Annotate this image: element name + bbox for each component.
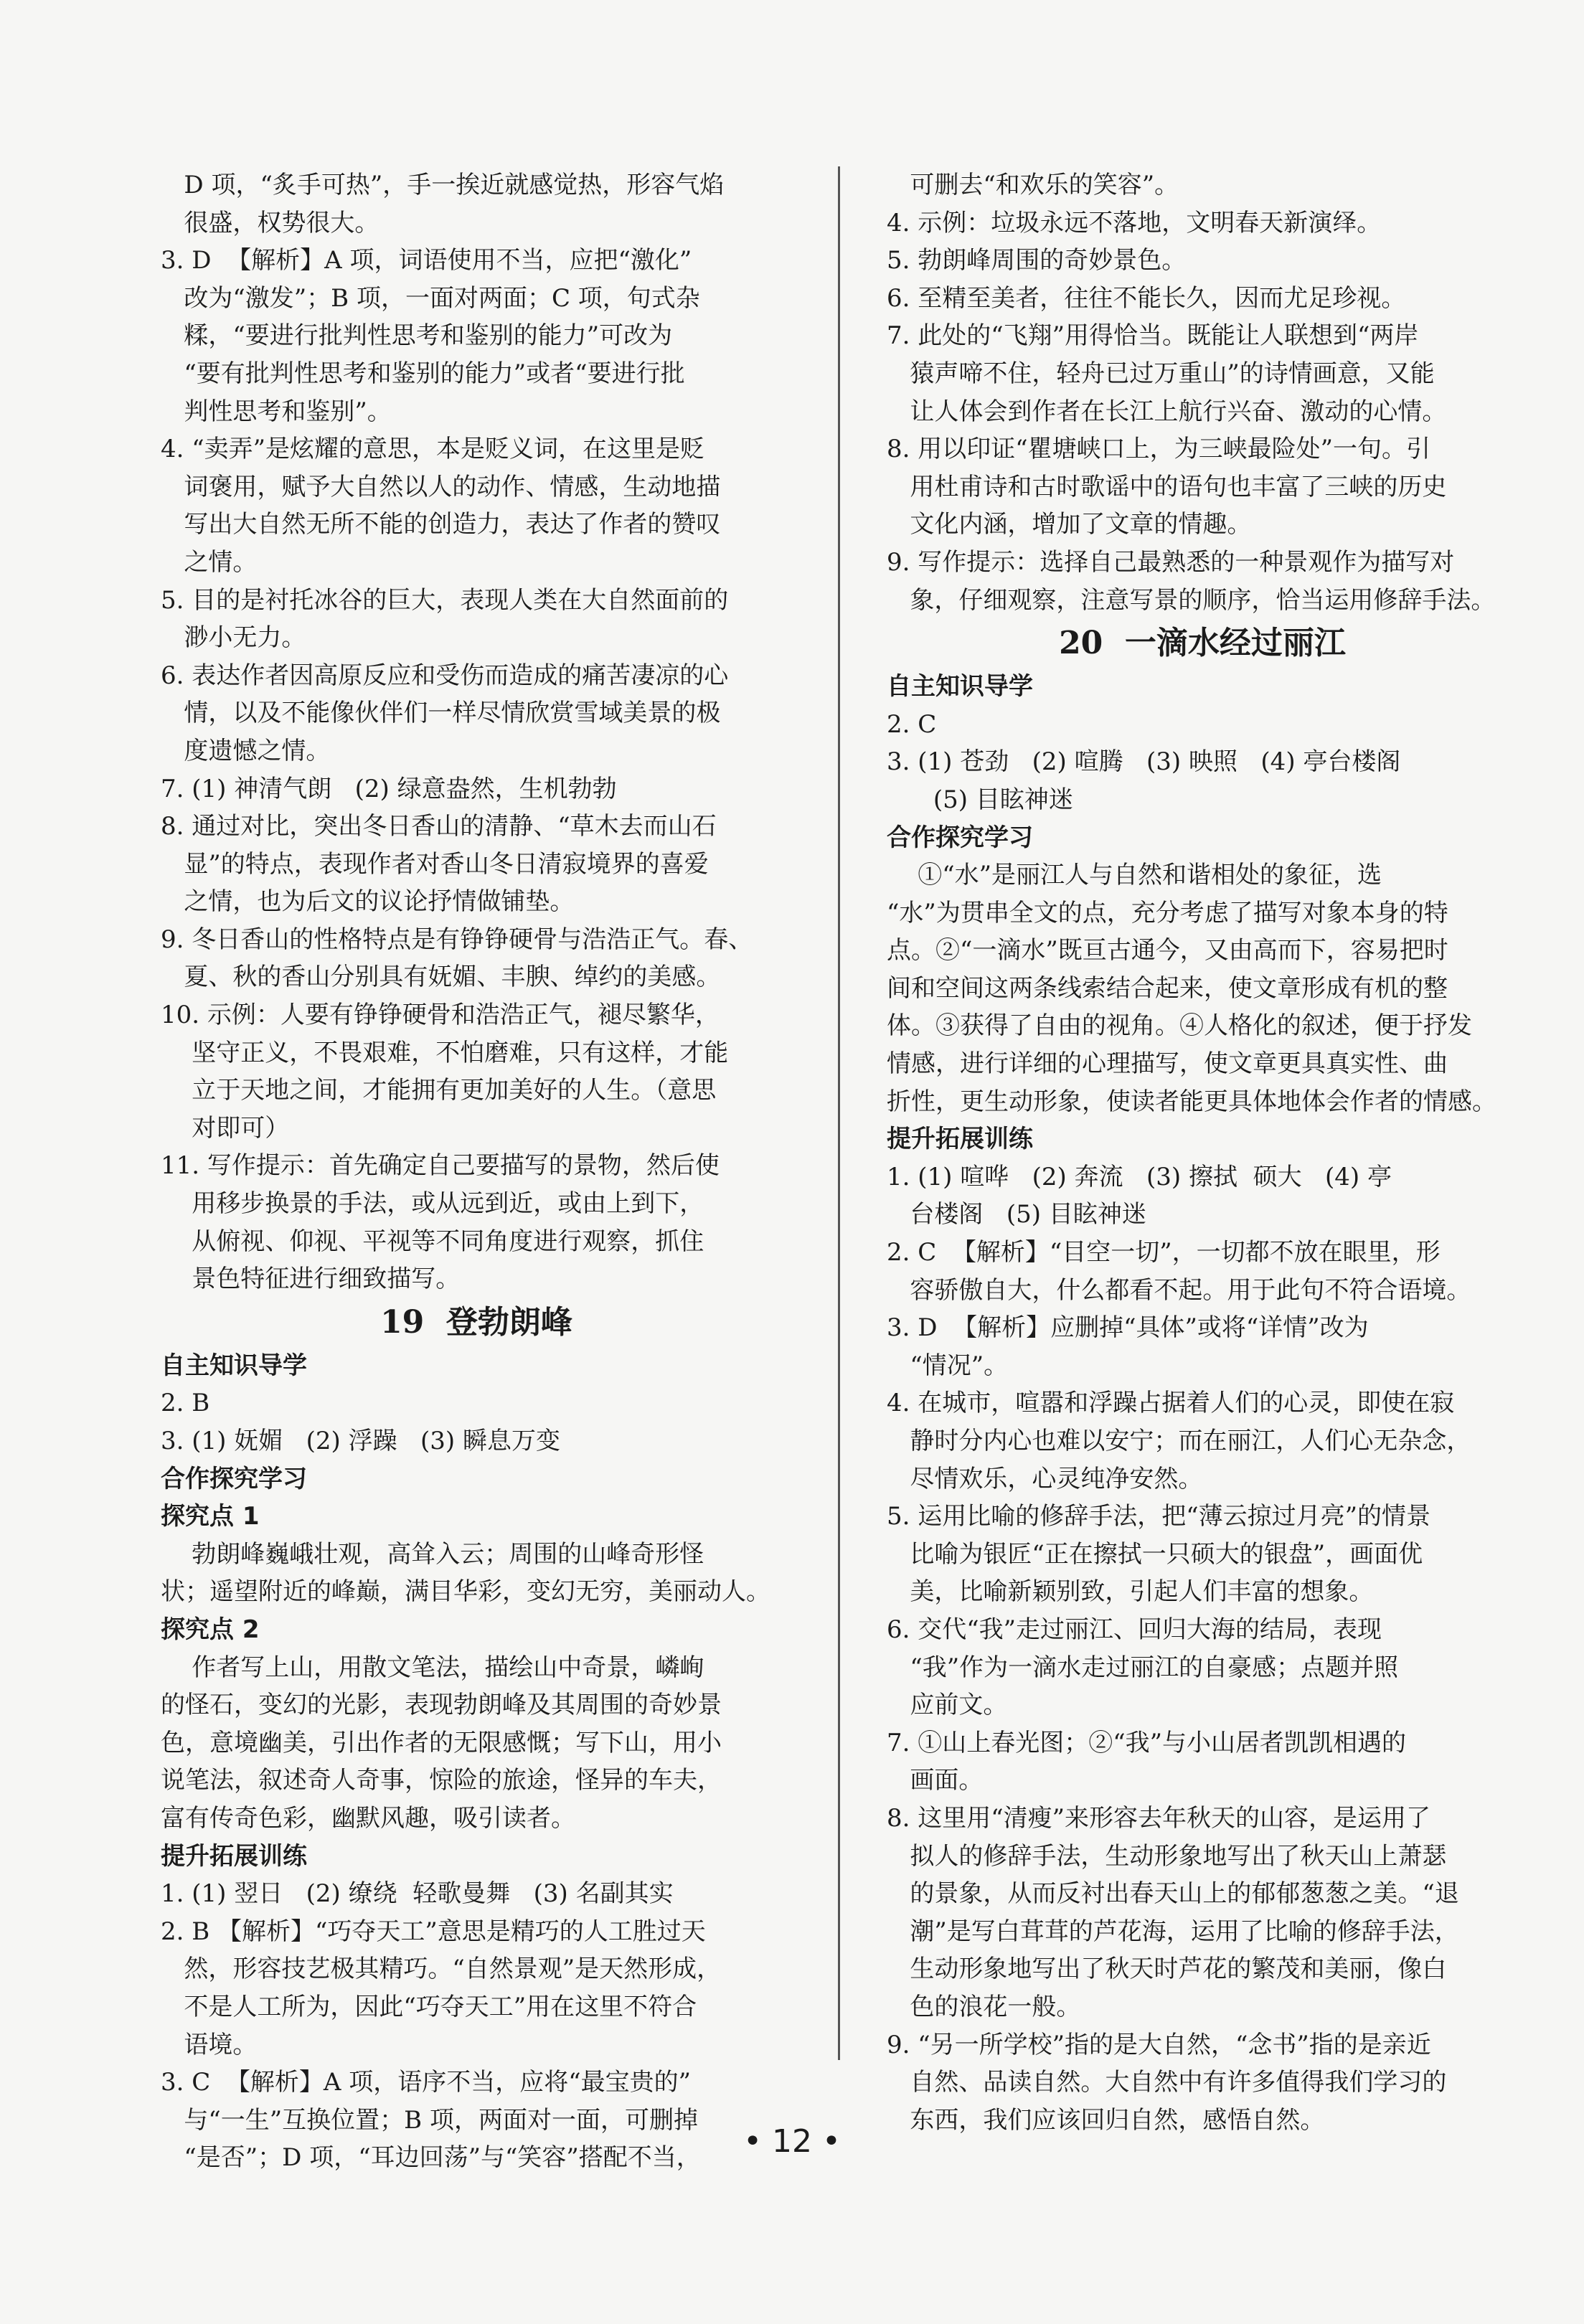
text-line: 拟人的修辞手法，生动形象地写出了秋天山上萧瑟 — [887, 1841, 1447, 1871]
text-line: 情，以及不能像伙伴们一样尽情欣赏雪域美景的极 — [161, 699, 721, 728]
text-line: 色的浪花一般。 — [887, 1992, 1081, 2021]
text-line: 猿声啼不住，轻舟已过万重山”的诗情画意，又能 — [887, 359, 1435, 388]
text-line: 勃朗峰巍峨壮观，高耸入云；周围的山峰奇形怪 — [161, 1539, 704, 1569]
text-line: 5. 勃朗峰周围的奇妙景色。 — [887, 246, 1187, 275]
text-line: 8. 通过对比，突出冬日香山的清静、“草木去而山石 — [161, 812, 717, 841]
lesson-title: 19 登勃朗峰 — [380, 1303, 572, 1341]
text-line: 象，仔细观察，注意写景的顺序，恰当运用修辞手法。 — [887, 585, 1496, 615]
text-line: 改为“激发”；B 项，一面对两面；C 项，句式杂 — [161, 283, 700, 313]
text-line: 7. 此处的“飞翔”用得恰当。既能让人联想到“两岸 — [887, 321, 1419, 351]
text-line: 3. (1) 妩媚 (2) 浮躁 (3) 瞬息万变 — [161, 1427, 560, 1455]
text-line: 对即可） — [161, 1113, 290, 1143]
text-line: 4. “卖弄”是炫耀的意思，本是贬义词，在这里是贬 — [161, 435, 705, 464]
text-line: 3. (1) 苍劲 (2) 喧腾 (3) 映照 (4) 亭台楼阁 — [887, 747, 1401, 777]
text-line: “要有批判性思考和鉴别的能力”或者“要进行批 — [161, 359, 685, 388]
text-line: 糅，“要进行批判性思考和鉴别的能力”可改为 — [161, 321, 673, 351]
text-line: 词褒用，赋予大自然以人的动作、情感，生动地描 — [161, 472, 721, 501]
section-heading: 合作探究学习 — [161, 1464, 307, 1493]
text-line: 说笔法，叙述奇人奇事，惊险的旅途，怪异的车夫， — [161, 1766, 722, 1795]
text-line: 6. 表达作者因高原反应和受伤而造成的痛苦凄凉的心 — [161, 661, 729, 690]
section-heading: 探究点 1 — [161, 1502, 260, 1531]
text-line: ①“水”是丽江人与自然和谐相处的象征，选 — [887, 861, 1382, 890]
text-line: 4. 在城市，喧嚣和浮躁占据着人们的心灵，即使在寂 — [887, 1389, 1455, 1418]
text-line: 8. 用以印证“瞿塘峡口上，为三峡最险处”一句。引 — [887, 435, 1431, 464]
text-line: 2. C — [887, 709, 937, 739]
text-line: (5) 目眩神迷 — [887, 785, 1073, 814]
text-line: 3. D 【解析】A 项，词语使用不当，应把“激化” — [161, 246, 692, 275]
text-line: 11. 写作提示：首先确定自己要描写的景物，然后使 — [161, 1151, 720, 1181]
section-heading: 自主知识导学 — [161, 1351, 307, 1380]
text-line: 美，比喻新颖别致，引起人们丰富的想象。 — [887, 1577, 1374, 1607]
text-line: 6. 交代“我”走过丽江、回归大海的结局，表现 — [887, 1615, 1382, 1644]
text-line: 比喻为银匠“正在擦拭一只硕大的银盘”，画面优 — [887, 1539, 1423, 1569]
text-line: “是否”；D 项，“耳边回荡”与“笑容”搭配不当， — [161, 2143, 701, 2173]
text-line: 点。②“一滴水”既亘古通今，又由高而下，容易把时 — [887, 936, 1448, 965]
text-line: 容骄傲自大，什么都看不起。用于此句不符合语境。 — [887, 1275, 1471, 1305]
text-line: 文化内涵，增加了文章的情趣。 — [887, 510, 1252, 539]
text-line: 色，意境幽美，引出作者的无限感慨；写下山，用小 — [161, 1728, 722, 1757]
text-line: 生动形象地写出了秋天时芦花的繁茂和美丽，像白 — [887, 1955, 1447, 1984]
section-heading: 提升拓展训练 — [887, 1125, 1033, 1154]
text-line: 语境。 — [161, 2030, 258, 2059]
page-number: • 12 • — [743, 2123, 841, 2160]
text-line: 1. (1) 翌日 (2) 缭绕 轻歌曼舞 (3) 名副其实 — [161, 1879, 674, 1909]
text-line: 2. C 【解析】“目空一切”，一切都不放在眼里，形 — [887, 1238, 1441, 1267]
text-line: 夏、秋的香山分别具有妩媚、丰腴、绰约的美感。 — [161, 963, 721, 992]
text-line: 5. 运用比喻的修辞手法，把“薄云掠过月亮”的情景 — [887, 1502, 1431, 1531]
text-line: 7. ①山上春光图；②“我”与小山居者凯凯相遇的 — [887, 1728, 1407, 1757]
text-line: 判性思考和鉴别”。 — [161, 397, 392, 426]
text-line: 作者写上山，用散文笔法，描绘山中奇景，嶙峋 — [161, 1653, 704, 1682]
section-heading: 合作探究学习 — [887, 823, 1033, 852]
text-line: 让人体会到作者在长江上航行兴奋、激动的心情。 — [887, 397, 1447, 426]
text-line: 8. 这里用“清瘦”来形容去年秋天的山容，是运用了 — [887, 1803, 1431, 1833]
text-line: 应前文。 — [887, 1691, 1008, 1720]
text-line: 情感，进行详细的心理描写，使文章更具真实性、曲 — [887, 1049, 1448, 1079]
text-line: 2. B — [161, 1389, 210, 1418]
text-line: 景色特征进行细致描写。 — [161, 1265, 461, 1294]
text-line: “情况”。 — [887, 1351, 1009, 1380]
text-line: 然，形容技艺极其精巧。“自然景观”是天然形成， — [161, 1955, 722, 1984]
text-line: 静时分内心也难以安宁；而在丽江，人们心无杂念， — [887, 1427, 1471, 1455]
text-line: 度遗憾之情。 — [161, 736, 331, 765]
section-heading: 提升拓展训练 — [161, 1841, 307, 1871]
text-line: 用移步换景的手法，或从远到近，或由上到下， — [161, 1189, 704, 1219]
text-line: 台楼阁 (5) 目眩神迷 — [887, 1200, 1146, 1229]
text-line: 用杜甫诗和古时歌谣中的语句也丰富了三峡的历史 — [887, 472, 1447, 501]
text-line: 9. 写作提示：选择自己最熟悉的一种景观作为描写对 — [887, 547, 1455, 577]
text-line: 尽情欢乐，心灵纯净安然。 — [887, 1464, 1203, 1493]
text-line: “水”为贯串全文的点，充分考虑了描写对象本身的特 — [887, 898, 1448, 927]
text-line: 画面。 — [887, 1766, 984, 1795]
text-line: 9. 冬日香山的性格特点是有铮铮硬骨与浩浩正气。春、 — [161, 925, 753, 954]
left-column — [161, 166, 792, 2177]
text-line: 2. B 【解析】“巧夺天工”意思是精巧的人工胜过天 — [161, 1917, 706, 1946]
text-line: 5. 目的是衬托冰谷的巨大，表现人类在大自然面前的 — [161, 585, 729, 615]
section-heading: 探究点 2 — [161, 1615, 260, 1644]
text-line: 的怪石，变幻的光影，表现勃朗峰及其周围的奇妙景 — [161, 1691, 722, 1720]
right-column — [887, 166, 1518, 2139]
text-line: 东西，我们应该回归自然，感悟自然。 — [887, 2105, 1325, 2135]
text-line: 很盛，权势很大。 — [161, 208, 380, 237]
text-line: 坚守正义，不畏艰难，不怕磨难，只有这样，才能 — [161, 1038, 729, 1067]
text-line: 9. “另一所学校”指的是大自然，“念书”指的是亲近 — [887, 2030, 1431, 2059]
text-line: 10. 示例：人要有铮铮硬骨和浩浩正气，褪尽繁华， — [161, 1001, 720, 1030]
text-line: 可删去“和欢乐的笑容”。 — [887, 171, 1179, 199]
text-line: 富有传奇色彩，幽默风趣，吸引读者。 — [161, 1803, 575, 1833]
text-line: 不是人工所为，因此“巧夺天工”用在这里不符合 — [161, 1992, 697, 2021]
text-line: 的景象，从而反衬出春天山上的郁郁葱葱之美。“退 — [887, 1879, 1459, 1909]
lesson-title: 20 一滴水经过丽江 — [1059, 625, 1346, 662]
text-line: 与“一生”互换位置；B 项，两面对一面，可删掉 — [161, 2105, 698, 2135]
text-line: 状；遥望附近的峰巅，满目华彩，变幻无穷，美丽动人。 — [161, 1577, 770, 1607]
text-line: 1. (1) 喧哗 (2) 奔流 (3) 擦拭 硕大 (4) 亭 — [887, 1162, 1392, 1191]
text-line: 立于天地之间，才能拥有更加美好的人生。（意思 — [161, 1076, 717, 1105]
text-line: D 项，“炙手可热”，手一挨近就感觉热，形容气焰 — [161, 171, 725, 199]
text-line: 3. C 【解析】A 项，语序不当，应将“最宝贵的” — [161, 2068, 692, 2097]
text-line: “我”作为一滴水走过丽江的自豪感；点题并照 — [887, 1653, 1399, 1682]
text-line: 折性，更生动形象，使读者能更具体地体会作者的情感。 — [887, 1087, 1496, 1116]
text-line: 从俯视、仰视、平视等不同角度进行观察，抓住 — [161, 1227, 704, 1256]
text-line: 自然、品读自然。大自然中有许多值得我们学习的 — [887, 2068, 1447, 2097]
text-line: 写出大自然无所不能的创造力，表达了作者的赞叹 — [161, 510, 721, 539]
text-line: 4. 示例：垃圾永远不落地，文明春天新演绎。 — [887, 208, 1382, 237]
text-line: 6. 至精至美者，往往不能长久，因而尤足珍视。 — [887, 283, 1406, 313]
text-line: 3. D 【解析】应删掉“具体”或将“详情”改为 — [887, 1313, 1369, 1343]
text-line: 之情，也为后文的议论抒情做铺垫。 — [161, 887, 575, 917]
text-line: 显”的特点，表现作者对香山冬日清寂境界的喜爱 — [161, 849, 709, 879]
text-line: 间和空间这两条线索结合起来，使文章形成有机的整 — [887, 973, 1448, 1003]
column-divider — [838, 166, 840, 2060]
text-line: 渺小无力。 — [161, 623, 306, 653]
text-line: 7. (1) 神清气朗 (2) 绿意盎然，生机勃勃 — [161, 774, 617, 803]
text-line: 潮”是写白茸茸的芦花海，运用了比喻的修辞手法， — [887, 1917, 1459, 1946]
section-heading: 自主知识导学 — [887, 672, 1033, 702]
text-line: 体。③获得了自由的视角。④人格化的叙述，便于抒发 — [887, 1011, 1472, 1041]
text-line: 之情。 — [161, 547, 258, 577]
